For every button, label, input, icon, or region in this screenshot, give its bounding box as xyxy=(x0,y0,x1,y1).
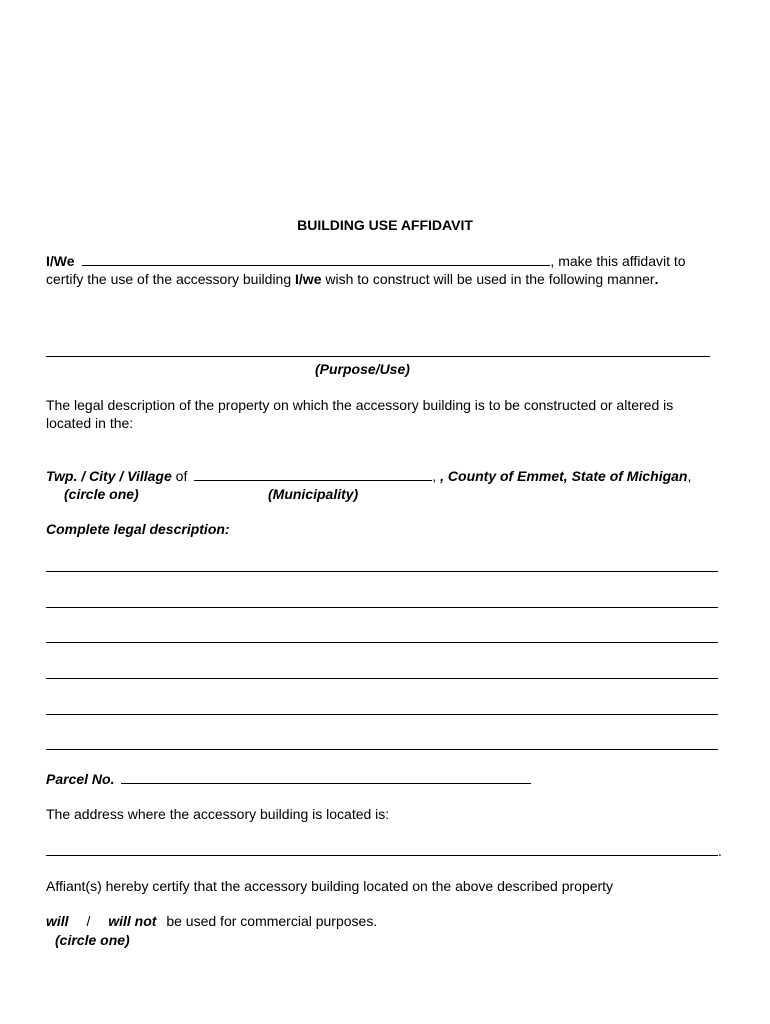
will-option[interactable]: will xyxy=(46,913,69,929)
legal-intro-line-1: The legal description of the property on which the accessory building is to be constructed or altered is xyxy=(46,397,674,413)
twp-city-village-options[interactable]: Twp. / City / Village xyxy=(46,468,172,484)
commercial-line xyxy=(46,913,377,930)
county-comma: , xyxy=(432,468,437,484)
address-period: . xyxy=(718,843,722,859)
iwe-tail: , make this affidavit to xyxy=(550,253,686,269)
complete-legal-label: Complete legal description: xyxy=(46,521,230,537)
name-field[interactable] xyxy=(82,252,550,266)
commercial-text: be used for commercial purposes. xyxy=(166,913,378,929)
municipality-field[interactable] xyxy=(194,467,432,481)
legal-description-line-5[interactable] xyxy=(46,714,718,715)
legal-description-line-2[interactable] xyxy=(46,607,718,608)
legal-intro-line-2: located in the: xyxy=(46,415,134,431)
intro-text-1: certify the use of the accessory building xyxy=(46,271,296,287)
will-slash: / xyxy=(86,913,91,929)
will-not-option[interactable]: will not xyxy=(108,913,157,929)
purpose-field[interactable] xyxy=(46,356,710,357)
parcel-label: Parcel No. xyxy=(46,771,115,787)
legal-description-line-4[interactable] xyxy=(46,678,718,679)
parcel-line xyxy=(46,770,531,788)
document-title: BUILDING USE AFFIDAVIT xyxy=(297,217,473,233)
county-state-text: , County of Emmet, State of Michigan xyxy=(440,468,688,484)
municipality-label: (Municipality) xyxy=(268,486,359,502)
iwe-label: I/We xyxy=(46,253,75,269)
municipality-line xyxy=(46,467,691,485)
of-text: of xyxy=(171,468,192,484)
purpose-label: (Purpose/Use) xyxy=(315,361,410,377)
legal-description-line-3[interactable] xyxy=(46,642,718,643)
circle-one-hint-2: (circle one) xyxy=(55,932,130,948)
parcel-field[interactable] xyxy=(121,770,531,784)
intro-period: . xyxy=(654,271,659,287)
legal-description-line-6[interactable] xyxy=(46,749,718,750)
intro-text-2: wish to construct will be used in the following manner xyxy=(321,271,655,287)
circle-one-hint-1: (circle one) xyxy=(64,486,139,502)
certify-text: Affiant(s) hereby certify that the accessory building located on the above described property xyxy=(46,878,614,894)
iwe-line xyxy=(46,252,686,270)
trailing-comma: , xyxy=(687,468,692,484)
legal-description-line-1[interactable] xyxy=(46,571,718,572)
intro-line-2 xyxy=(46,271,658,288)
intro-iwe-bold: I/we xyxy=(295,271,322,287)
address-field[interactable] xyxy=(46,855,718,856)
address-label: The address where the accessory building is located is: xyxy=(46,806,390,822)
